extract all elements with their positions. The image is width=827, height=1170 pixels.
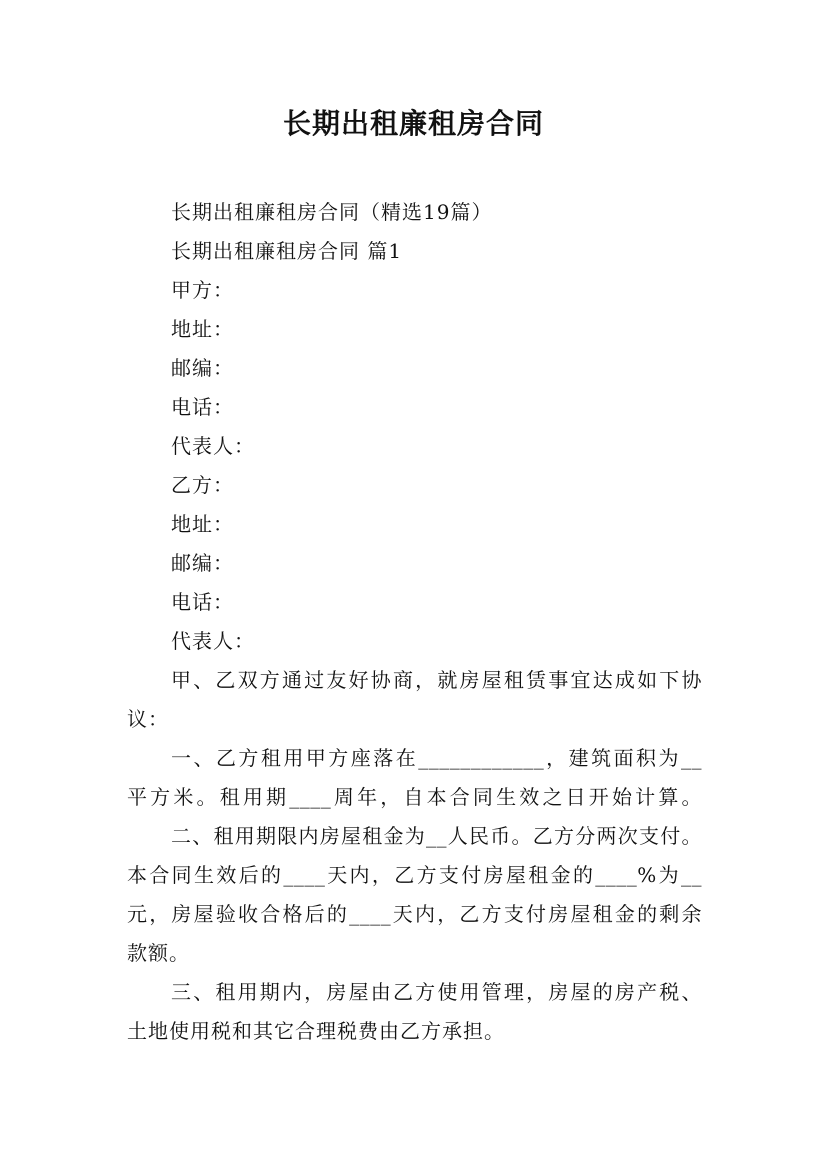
- party-a-label: 甲方：: [171, 278, 234, 302]
- paragraph-line: 土地使用税和其它合理税费由乙方承担。: [127, 1019, 505, 1043]
- paragraph-line: 议：: [127, 707, 169, 731]
- paragraph-line: 一、乙方租用甲方座落在____________，建筑面积为__: [171, 746, 702, 770]
- paragraph-line: 本合同生效后的____天内，乙方支付房屋租金的____%为__: [127, 863, 702, 887]
- party-a-address-label: 地址：: [171, 317, 234, 341]
- party-b-address-label: 地址：: [171, 512, 234, 536]
- party-a-postcode-label: 邮编：: [171, 356, 234, 380]
- paragraph-line: 三、租用期内，房屋由乙方使用管理，房屋的房产税、: [171, 980, 702, 1004]
- document-subtitle: 长期出租廉租房合同（精选19篇）: [171, 200, 493, 224]
- paragraph-line: 二、租用期限内房屋租金为__人民币。乙方分两次支付。: [171, 824, 702, 848]
- paragraph-line: 甲、乙双方通过友好协商，就房屋租赁事宜达成如下协: [171, 668, 702, 692]
- party-b-phone-label: 电话：: [171, 590, 234, 614]
- party-b-label: 乙方：: [171, 473, 234, 497]
- paragraph-line: 元，房屋验收合格后的____天内，乙方支付房屋租金的剩余: [127, 902, 702, 926]
- party-b-postcode-label: 邮编：: [171, 551, 234, 575]
- party-a-representative-label: 代表人：: [171, 434, 255, 458]
- party-a-phone-label: 电话：: [171, 395, 234, 419]
- party-b-representative-label: 代表人：: [171, 629, 255, 653]
- paragraph-line: 款额。: [127, 941, 190, 965]
- paragraph-line: 平方米。租用期____周年，自本合同生效之日开始计算。: [127, 785, 702, 809]
- document-title: 长期出租廉租房合同: [282, 107, 544, 140]
- section-heading: 长期出租廉租房合同 篇1: [171, 239, 403, 263]
